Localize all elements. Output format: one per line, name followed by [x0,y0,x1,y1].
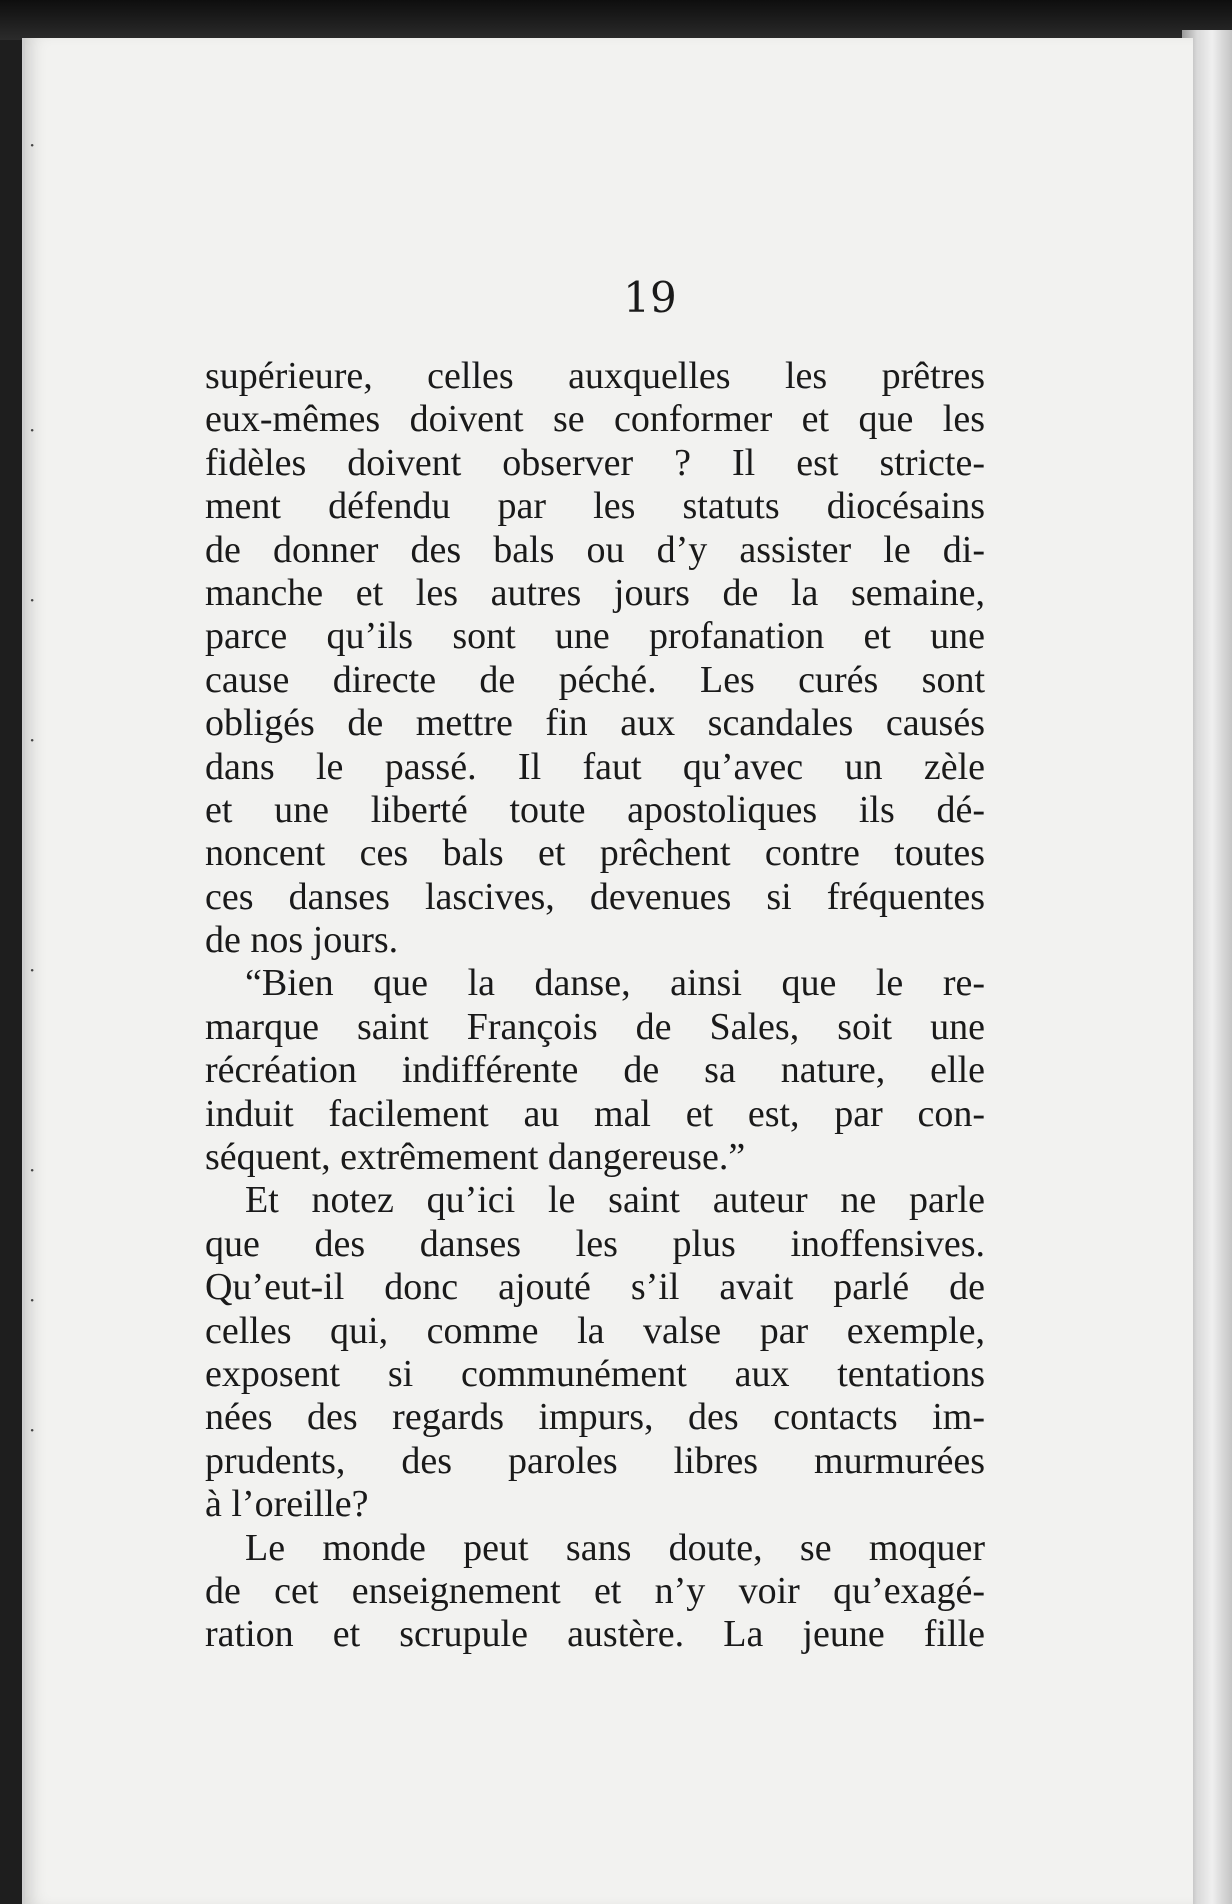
body-text [205,355,985,1657]
text-line: Qu’eut-il donc ajouté s’il avait parlé de [205,1266,985,1309]
text-line: que des danses les plus inoffensives. [205,1222,985,1265]
text-line: noncent ces bals et prêchent contre toutes [205,832,985,875]
spine-speck: · [29,1158,36,1182]
text-line: à l’oreille? [205,1483,369,1526]
top-shadow [0,0,1232,40]
text-line: parce qu’ils sont une profanation et une [205,615,985,658]
text-line: séquent, extrêmement dangereuse.” [205,1136,746,1179]
text-line: supérieure, celles auxquelles les prêtres [205,355,985,397]
text-line: ces danses lascives, devenues si fréquentes [205,875,985,918]
text-line: fidèles doivent observer ? Il est stricte- [205,441,985,484]
text-line: induit facilement au mal et est, par con- [205,1092,985,1135]
text-line: Le monde peut sans doute, se moquer [245,1526,985,1569]
text-line: “Bien que la danse, ainsi que le re- [245,962,985,1005]
text-line: de cet enseignement et n’y voir qu’exagé- [205,1569,985,1612]
spine-speck: · [29,133,36,157]
text-line: marque saint François de Sales, soit une [205,1005,985,1048]
spine-speck: · [29,958,36,982]
spine-speck: · [29,1418,36,1442]
text-line: obligés de mettre fin aux scandales causés [205,702,985,745]
spine-speck: · [29,588,36,612]
spine-marks [29,38,55,1904]
spine-speck: · [29,1288,36,1312]
page-number: 19 [623,273,677,322]
text-line: manche et les autres jours de la semaine, [205,571,985,614]
text-line: cause directe de péché. Les curés sont [205,658,985,701]
text-line: eux-mêmes doivent se conformer et que les [205,398,985,441]
text-line: ment défendu par les statuts diocésains [205,485,985,528]
text-line: récréation indifférente de sa nature, elle [205,1049,985,1092]
text-line: nées des regards impurs, des contacts im- [205,1396,985,1439]
text-line: dans le passé. Il faut qu’avec un zèle [205,745,985,788]
text-line: exposent si communément aux tentations [205,1352,985,1395]
spine-speck: · [29,728,36,752]
text-line: ration et scrupule austère. La jeune fille [205,1613,985,1656]
text-line: Et notez qu’ici le saint auteur ne parle [245,1179,985,1222]
text-line: et une liberté toute apostoliques ils dé- [205,788,985,831]
text-line: prudents, des paroles libres murmurées [205,1439,985,1482]
text-line: de nos jours. [205,919,399,962]
spine-speck: · [29,418,36,442]
text-line: celles qui, comme la valse par exemple, [205,1309,985,1352]
text-line: de donner des bals ou d’y assister le di- [205,528,985,571]
